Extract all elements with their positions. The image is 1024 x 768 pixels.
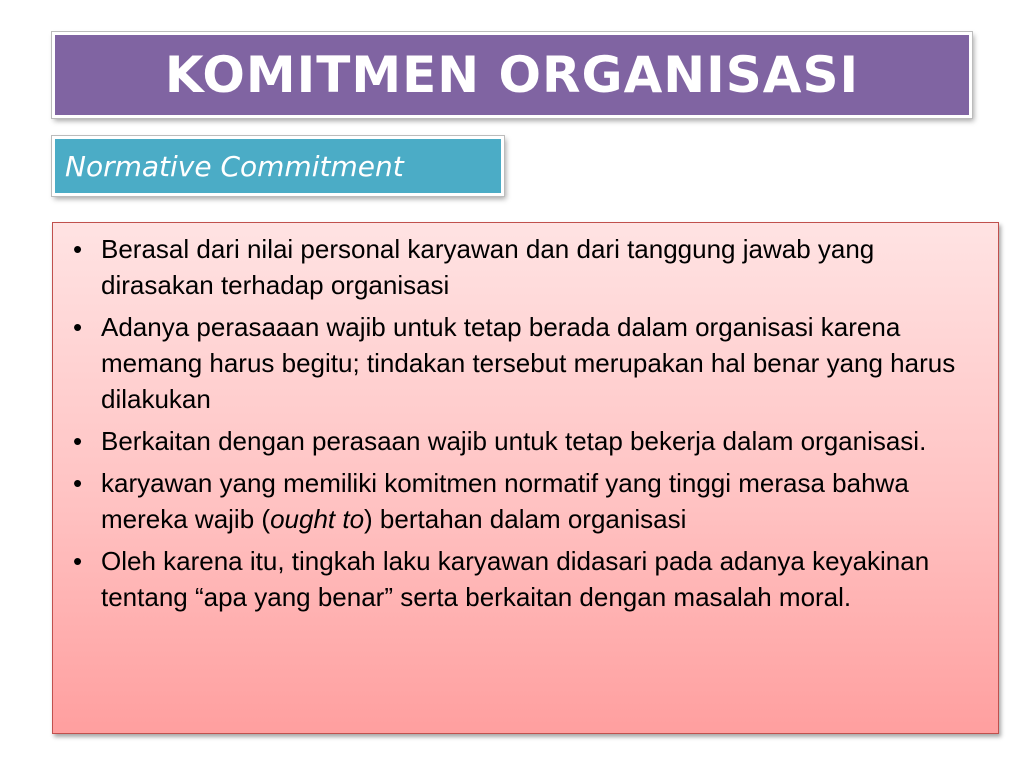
- content-box: [52, 222, 999, 734]
- bullet-text: Berasal dari nilai personal karyawan dan dari tanggung jawab yang dirasakan terhadap organisasi: [101, 234, 875, 300]
- slide-title: KOMITMEN ORGANISASI: [164, 46, 860, 104]
- bullet-list: [65, 231, 982, 615]
- bullet-icon: •: [73, 426, 83, 456]
- slide-subtitle: Normative Commitment: [65, 149, 404, 183]
- bullet-icon: •: [73, 312, 83, 342]
- bullet-text: Oleh karena itu, tingkah laku karyawan didasari pada adanya keyakinan tentang “apa yang benar” serta berkaitan dengan masalah moral.: [101, 546, 930, 612]
- bullet-item: [65, 231, 982, 303]
- bullet-text-italic: ought to: [270, 504, 365, 534]
- title-banner: [52, 32, 972, 118]
- bullet-item: [65, 309, 982, 417]
- bullet-item: [65, 543, 982, 615]
- bullet-text-after: ) bertahan dalam organisasi: [364, 504, 687, 534]
- bullet-item: [65, 423, 982, 459]
- bullet-icon: •: [73, 234, 83, 264]
- bullet-text-before: karyawan yang memiliki komitmen normatif yang tinggi merasa bahwa mereka wajib (: [101, 468, 909, 534]
- bullet-icon: •: [73, 468, 83, 498]
- bullet-icon: •: [73, 546, 83, 576]
- subtitle-banner: [52, 136, 504, 196]
- bullet-text: Berkaitan dengan perasaan wajib untuk tetap bekerja dalam organisasi.: [101, 426, 927, 456]
- bullet-text: Adanya perasaaan wajib untuk tetap berada dalam organisasi karena memang harus begitu; tindakan tersebut merupakan hal benar yang harus dilakukan: [101, 312, 956, 414]
- bullet-item: [65, 465, 982, 537]
